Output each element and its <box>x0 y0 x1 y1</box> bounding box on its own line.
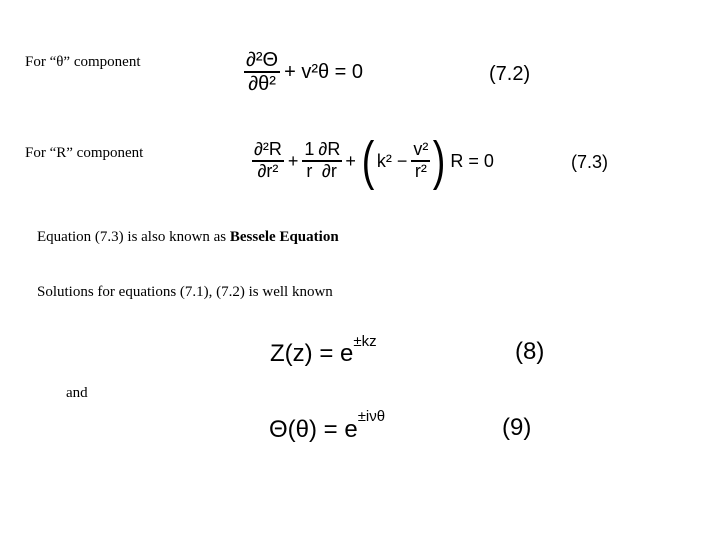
eq73-frac3-den: ∂r <box>321 160 337 181</box>
r-component-label: For “R” component <box>25 145 144 161</box>
equation-7-3 <box>252 128 494 194</box>
equation-7-2 <box>244 38 363 106</box>
eq9-exponent: ±iνθ <box>357 408 386 425</box>
eq72-denominator: ∂θ² <box>248 72 276 95</box>
solutions-sentence: Solutions for equations (7.1), (7.2) is well known <box>37 284 333 300</box>
eq73-frac3-num: ∂R <box>318 139 341 160</box>
eq72-number: (7.2) <box>489 63 531 85</box>
eq73-k-squared: k² − <box>376 150 408 171</box>
eq8-exponent: ±kz <box>353 333 377 350</box>
equation-9 <box>269 408 385 444</box>
eq73-frac1-num: ∂²R <box>254 139 282 160</box>
eq73-frac4-num: v² <box>413 139 429 160</box>
bessel-equation-name: Bessele Equation <box>229 229 339 245</box>
bessel-sentence <box>37 229 339 246</box>
and-word: and <box>66 385 88 401</box>
eq73-number: (7.3) <box>571 152 609 172</box>
eq73-frac1 <box>252 140 284 181</box>
eq72-rest: + v²θ = 0 <box>284 60 364 83</box>
eq73-frac2-den: r <box>306 160 313 181</box>
eq73-frac2-num: 1 <box>304 139 315 160</box>
eq72-numerator: ∂²Θ <box>246 49 279 72</box>
eq73-left-paren: ( <box>361 131 375 191</box>
eq73-frac1-den: ∂r² <box>257 160 279 181</box>
eq72-fraction <box>244 49 280 95</box>
theta-component-label: For “θ” component <box>25 54 141 70</box>
bessel-prefix: Equation (7.3) is also known as <box>37 229 230 245</box>
eq9-number: (9) <box>502 414 532 441</box>
eq9-lhs: Θ(θ) = e <box>269 416 358 443</box>
eq8-number: (8) <box>515 338 545 365</box>
eq73-frac4-den: r² <box>414 160 427 181</box>
eq8-lhs: Z(z) = e <box>270 340 354 367</box>
eq73-frac4 <box>411 140 430 181</box>
equation-8 <box>270 333 377 368</box>
eq73-plus2: + <box>345 150 356 171</box>
eq73-frac3 <box>316 140 342 181</box>
eq73-rest: R = 0 <box>450 150 494 171</box>
eq73-plus1: + <box>287 150 299 171</box>
eq73-frac2 <box>302 140 316 181</box>
eq73-right-paren: ) <box>433 131 446 191</box>
